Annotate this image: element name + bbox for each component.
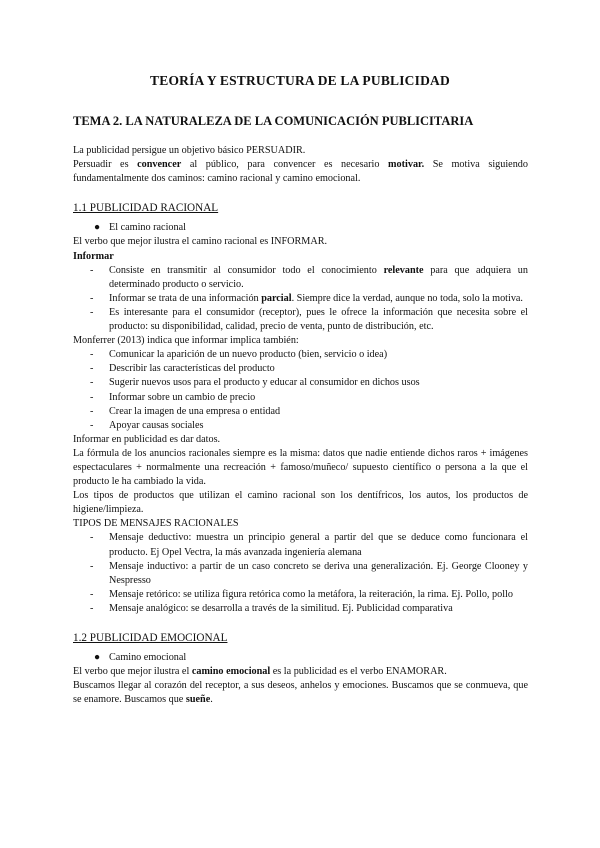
bold-term: camino emocional: [191, 666, 271, 678]
text-run: .: [210, 694, 213, 706]
verb-line: El verbo que mejor ilustra el camino racional es INFORMAR.: [73, 236, 328, 248]
dash-icon: -: [90, 419, 94, 431]
text-run: al público, para convencer es necesario: [181, 159, 389, 171]
monferrer-line: Monferrer (2013) indica que informar implica también:: [73, 335, 299, 347]
text-run: Buscamos llegar al corazón del receptor, a sus deseos, anhelos y emociones. Buscamos que se conmueva, que se enamore. Buscamos que: [73, 680, 528, 706]
tipos-mensajes-heading: TIPOS DE MENSAJES RACIONALES: [73, 518, 239, 530]
text-run: para que adquiera un determinado producto o servicio.: [109, 264, 528, 290]
intro-paragraph: [73, 158, 528, 186]
dash-icon: -: [90, 377, 94, 389]
bold-term: motivar.: [388, 159, 425, 171]
list-item-text: Crear la imagen de una empresa o entidad: [109, 405, 281, 417]
list-item: [73, 264, 528, 292]
dash-icon: -: [90, 532, 94, 544]
buscamos-paragraph: [73, 679, 528, 707]
list-item: [73, 362, 528, 376]
bold-term: relevante: [383, 264, 424, 276]
dar-datos-line: Informar en publicidad es dar datos.: [73, 433, 221, 445]
dash-icon: -: [90, 306, 94, 318]
bold-term: sueñe: [185, 694, 211, 706]
informar-list: [73, 264, 528, 334]
text-run: . Siempre dice la verdad, aunque no toda, solo la motiva.: [291, 292, 523, 304]
list-item: [73, 602, 528, 616]
list-item-text: Mensaje deductivo: muestra un principio general a partir del que se deduce como funcionara el producto. Ej Opel Vectra, la más avanzada ingeniería alemana: [109, 532, 528, 558]
bullet-text: Camino emocional: [109, 652, 187, 664]
list-item: [73, 306, 528, 334]
dash-icon: -: [90, 391, 94, 403]
intro-line: La publicidad persigue un objetivo básico PERSUADIR.: [73, 145, 306, 156]
verb-line: [73, 665, 528, 679]
list-item: [73, 560, 528, 588]
dash-icon: -: [90, 602, 94, 614]
list-item-text: [109, 264, 528, 292]
text-run: El verbo que mejor ilustra el: [73, 666, 192, 678]
list-item: [73, 376, 528, 390]
bullet-item: [73, 221, 528, 235]
informar-label: [73, 250, 528, 264]
bold-term: parcial: [261, 292, 292, 304]
list-item-text: Comunicar la aparición de un nuevo producto (bien, servicio o idea): [109, 349, 388, 361]
text-run: es la publicidad es el verbo ENAMORAR.: [270, 666, 447, 678]
list-item-text: [109, 292, 528, 306]
dash-icon: -: [90, 405, 94, 417]
spacer: [73, 616, 528, 631]
list-item-text: Sugerir nuevos usos para el producto y educar al consumidor en dichos usos: [109, 377, 420, 389]
list-item: [73, 419, 528, 433]
bullet-icon: ●: [94, 222, 101, 234]
list-item: [73, 588, 528, 602]
dash-icon: -: [90, 349, 94, 361]
text-run: Consiste en transmitir al consumidor todo el conocimiento: [109, 264, 384, 276]
bold-term: convencer: [137, 159, 182, 171]
document-body: [73, 144, 528, 707]
dash-icon: -: [90, 292, 94, 304]
list-item-text: Mensaje analógico: se desarrolla a través de la similitud. Ej. Publicidad comparativa: [109, 602, 453, 614]
list-item-text: Describir las características del producto: [109, 363, 275, 375]
bullet-item: [73, 651, 528, 665]
list-item: [73, 391, 528, 405]
section-heading-racional: 1.1 PUBLICIDAD RACIONAL: [73, 202, 219, 215]
spacer: [73, 186, 528, 201]
list-item-text: Mensaje inductivo: a partir de un caso concreto se deriva una generalización. Ej. George Clooney y Nespresso: [109, 560, 528, 586]
list-item: [73, 348, 528, 362]
bold-term: Informar: [73, 250, 114, 262]
text-run: Informar se trata de una información: [109, 292, 262, 304]
dash-icon: -: [90, 363, 94, 375]
tipos-productos-paragraph: Los tipos de productos que utilizan el camino racional son los dentífricos, los autos, los productos de higiene/limpieza.: [73, 490, 528, 516]
list-item: [73, 531, 528, 559]
text-run: Se motiva siguiendo fundamentalmente dos caminos: camino racional y camino emocional.: [73, 159, 528, 185]
formula-paragraph: La fórmula de los anuncios racionales siempre es la misma: datos que nadie entiende dichos raros + imágenes espectaculares + normalmente una recreación + famoso/muñeco/ supuesto científico o persona a la que el producto le ha cambiado la vida.: [73, 447, 528, 488]
list-item-text: Mensaje retórico: se utiliza figura retórica como la metáfora, la reiteración, la rima. Ej. Pollo, pollo: [109, 588, 513, 600]
list-item-text: Apoyar causas sociales: [109, 419, 204, 431]
list-item-text: Informar sobre un cambio de precio: [109, 391, 256, 403]
bullet-text: El camino racional: [109, 222, 186, 234]
bullet-icon: ●: [94, 652, 101, 664]
implica-list: [73, 348, 528, 433]
topic-heading: TEMA 2. LA NATURALEZA DE LA COMUNICACIÓN PUBLICITARIA: [73, 114, 474, 128]
list-item: [73, 405, 528, 419]
dash-icon: -: [90, 560, 94, 572]
tipos-mensajes-list: [73, 531, 528, 616]
document-title: TEORÍA Y ESTRUCTURA DE LA PUBLICIDAD: [150, 73, 450, 88]
dash-icon: -: [90, 264, 94, 276]
section-heading-emocional: 1.2 PUBLICIDAD EMOCIONAL: [73, 632, 228, 644]
list-item-text: Es interesante para el consumidor (receptor), pues le ofrece la información que necesita sobre el producto: su disponibilidad, calidad, precio de venta, punto de distribución, etc.: [109, 306, 528, 333]
list-item: [73, 292, 528, 306]
text-run: Persuadir es: [73, 159, 138, 171]
dash-icon: -: [90, 588, 94, 600]
